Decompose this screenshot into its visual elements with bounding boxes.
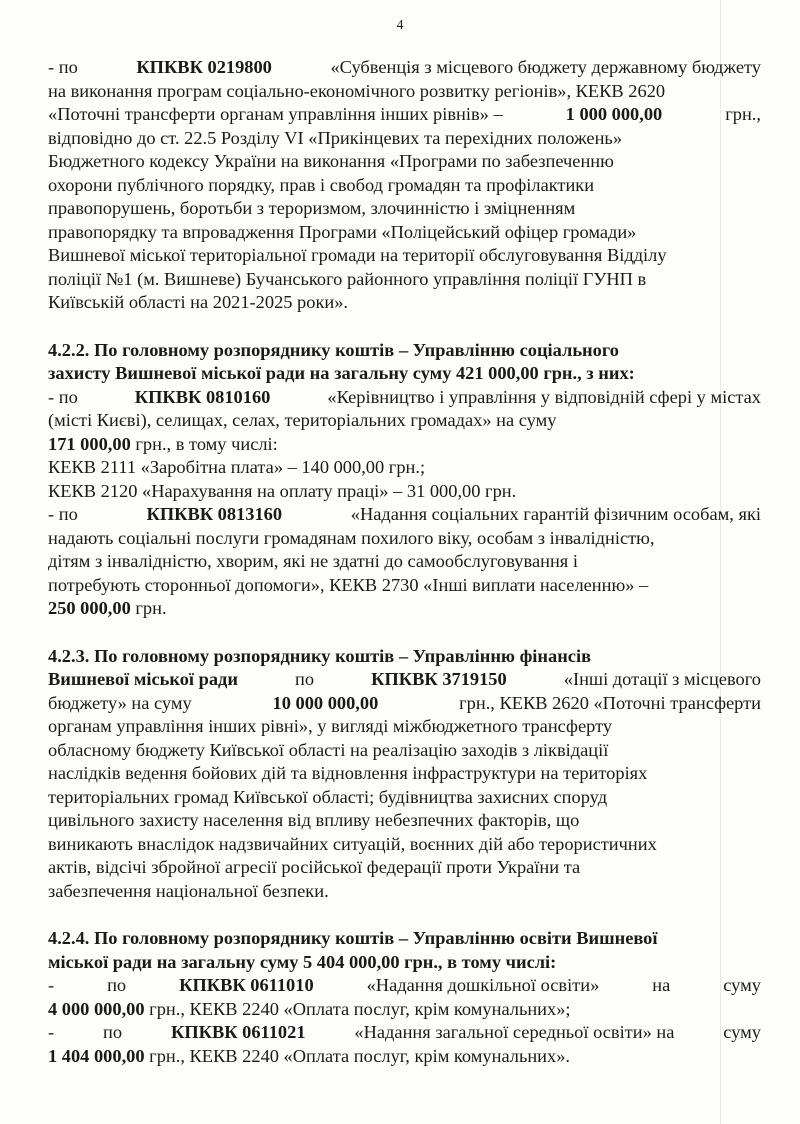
s422-line-10: дітям з інвалідністю, хворим, які не здатні до самообслуговування і: [48, 551, 578, 571]
p1-line-6: охорони публічного порядку, прав і свобод громадян та профілактики: [48, 174, 595, 195]
p1-line-10: поліції №1 (м. Вишневе) Бучанського районного управління поліції ГУНП в: [48, 268, 647, 289]
p1-line-5: Бюджетного кодексу України на виконання «Програми по забезпеченню: [48, 151, 614, 171]
s424-line-5: - по КПКВК 0611021 «Надання загальної середньої освіти» на суму: [48, 1022, 761, 1042]
s423-line-11: забезпечення національної безпеки.: [48, 880, 329, 901]
s422-line-9: надають соціальні послуги громадянам похилого віку, особам з інвалідністю,: [48, 527, 655, 548]
s422-line-5: 171 000,00 грн., в тому числі:: [48, 433, 278, 454]
s423-line-5: обласному бюджету Київської області на реалізацію заходів з ліквідації: [48, 739, 609, 760]
s424-line-6: 1 404 000,00 грн., КЕКВ 2240 «Оплата послуг, крім комунальних».: [48, 1045, 571, 1066]
p1-line-8: правопорядку та впровадження Програми «Поліцейський офіцер громади»: [48, 221, 637, 242]
p1-line-2: на виконання програм соціально-економічного розвитку регіонів», КЕКВ 2620: [48, 80, 666, 101]
s422-line-3: - по КПКВК 0810160 «Керівництво і управління у відповідній сфері у містах: [48, 386, 761, 407]
s423-line-7: територіальних громад Київської області; будівництва захисних споруд: [48, 786, 608, 807]
s423-line-1: 4.2.3. По головному розпоряднику коштів – Управлінню фінансів: [48, 645, 592, 666]
s423-line-8: цивільного захисту населення від впливу небезпечних факторів, що: [48, 810, 580, 830]
s423-line-2: Вишневої міської ради по КПКВК 3719150 «Інші дотації з місцевого: [48, 669, 761, 689]
p1-line-11: Київській області на 2021-2025 роки».: [48, 292, 349, 312]
s422-line-6: КЕКВ 2111 «Заробітна плата» – 140 000,00 грн.;: [48, 457, 426, 477]
p1-line-1: - по КПКВК 0219800 «Субвенція з місцевого бюджету державному бюджету: [48, 57, 761, 77]
s423-line-4: органам управління інших рівні», у вигляді міжбюджетного трансферту: [48, 716, 613, 736]
s423-line-9: виникають внаслідок надзвичайних ситуацій, воєнних дій або терористичних: [48, 833, 657, 854]
s422-line-8: - по КПКВК 0813160 «Надання соціальних гарантій фізичним особам, які: [48, 504, 761, 524]
s422-line-11: потребують сторонньої допомоги», КЕКВ 2730 «Інші виплати населенню» –: [48, 574, 649, 595]
s422-line-7: КЕКВ 2120 «Нарахування на оплату праці» – 31 000,00 грн.: [48, 480, 517, 501]
page-number: 4: [396, 18, 404, 33]
document-body: [48, 56, 761, 1068]
s423-line-6: наслідків ведення бойових дій та відновлення інфраструктури на територіях: [48, 763, 648, 783]
p1-line-3: «Поточні трансферти органам управління інших рівнів» – 1 000 000,00 грн.,: [48, 104, 761, 124]
s422-heading-1: 4.2.2. По головному розпоряднику коштів – Управлінню соціального: [48, 339, 619, 360]
s424-heading-1: 4.2.4. По головному розпоряднику коштів – Управлінню освіти Вишневої: [48, 928, 658, 948]
p1-line-7: правопорушень, боротьби з тероризмом, злочинністю і зміцненням: [48, 198, 576, 218]
p1-line-4: відповідно до ст. 22.5 Розділу VI «Прикінцевих та перехідних положень»: [48, 127, 623, 148]
p1-line-9: Вишневої міської територіальної громади на території обслуговування Відділу: [48, 245, 667, 265]
s423-line-10: актів, відсічі збройної агресії російської федерації проти України та: [48, 857, 581, 877]
s422-line-4: (місті Києві), селищах, селах, територіальних громадах» на суму: [48, 410, 557, 430]
s424-line-4: 4 000 000,00 грн., КЕКВ 2240 «Оплата послуг, крім комунальних»;: [48, 998, 571, 1019]
s422-heading-2: захисту Вишневої міської ради на загальну суму 421 000,00 грн., з них:: [48, 363, 635, 383]
s424-line-3: - по КПКВК 0611010 «Надання дошкільної освіти» на суму: [48, 975, 761, 995]
s423-line-3: бюджету» на суму 10 000 000,00 грн., КЕКВ 2620 «Поточні трансферти: [48, 692, 761, 713]
s424-heading-2: міської ради на загальну суму 5 404 000,00 грн., в тому числі:: [48, 951, 557, 972]
s422-line-12: 250 000,00 грн.: [48, 598, 167, 618]
